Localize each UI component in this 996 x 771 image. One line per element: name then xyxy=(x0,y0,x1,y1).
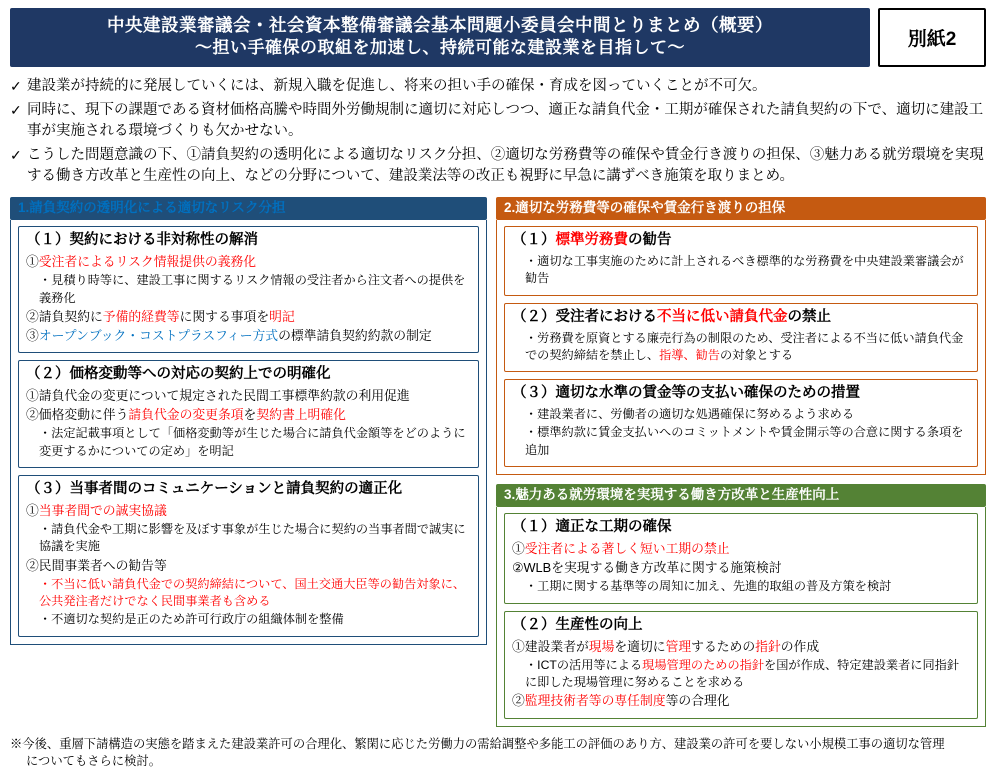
section-1-block-3 xyxy=(18,475,479,637)
lead-item xyxy=(10,145,986,187)
block-title xyxy=(512,518,970,537)
block-line xyxy=(512,638,970,656)
text-run: の勧告 xyxy=(628,232,672,249)
check-icon: ✓ xyxy=(10,77,22,94)
lead-item-text: 建設業が持続的に発展していくには、新規入職を促進し、将来の担い手の確保・育成を図っていくことが不可欠。 xyxy=(27,77,767,94)
block-line xyxy=(512,692,970,710)
block-line xyxy=(512,657,970,692)
text-run: 予備的経費等 xyxy=(102,308,180,324)
lead-bullets xyxy=(10,76,986,187)
text-run: ・法定記載事項として「価格変動等が生じた場合に請負代金額等をどのように変更するかについての定め」を明記 xyxy=(39,426,466,458)
text-run: （２）受注者における xyxy=(512,308,657,325)
block-lines xyxy=(512,253,970,288)
section-2-body xyxy=(496,220,986,475)
footer-line-2: についてもさらに検討。 xyxy=(26,754,162,769)
text-run: の作成 xyxy=(780,638,820,654)
header xyxy=(10,8,986,67)
block-line xyxy=(26,611,471,628)
text-run: を xyxy=(243,407,257,423)
text-run: 対象に、公共発注者だけでなく民間事業者も含める xyxy=(39,576,466,609)
section-1 xyxy=(10,197,487,727)
text-run: 著しく短い工期 xyxy=(601,541,692,557)
lead-item-text: こうした問題意識の下、①請負契約の透明化による適切なリスク分担、②適切な労務費等の確保や賃金行き渡りの担保、③魅力ある就労環境を実現する働き方改革と生産性の向上、などの分野について、建設業法等の改正も視野に早急に講ずべき施策を取りまとめ。 xyxy=(27,147,984,185)
text-run: ・工期に関する基準等の周知に加え、先進的取組の普及方策を検討 xyxy=(525,579,892,594)
section-2-block-1 xyxy=(504,226,978,296)
block-lines xyxy=(512,540,970,596)
text-run: 管理 xyxy=(665,638,692,654)
block-line xyxy=(26,576,471,611)
check-icon: ✓ xyxy=(10,147,22,164)
text-run: の禁止 xyxy=(787,308,831,325)
block-line xyxy=(512,540,970,558)
text-run: 当事者間での xyxy=(38,502,116,518)
text-run: ① xyxy=(512,541,525,557)
text-run: 現場管理のための指針 xyxy=(642,657,765,672)
text-run: 受注者による xyxy=(524,541,602,557)
text-run: ・標準約款に賃金支払いへのコミットメントや賃金開示等の合意に関する条項を追加 xyxy=(525,425,964,457)
right-column xyxy=(496,197,986,727)
block-line xyxy=(26,406,471,424)
section-2-block-3 xyxy=(504,379,978,467)
lead-item xyxy=(10,100,986,142)
text-run: ②WLBを実現する働き方改革に関する施策検討 xyxy=(512,560,782,576)
block-line xyxy=(512,578,970,595)
text-run: の標準請負契約約款の制定 xyxy=(278,328,432,344)
text-run: 監理技術者等の専任制度 xyxy=(524,693,666,709)
text-run: （２）生産性の向上 xyxy=(512,616,643,633)
text-run: 受注者による xyxy=(38,254,116,270)
block-line xyxy=(26,253,471,271)
title-bar xyxy=(10,8,870,67)
text-run: を国が作成、特定建設業者に同指針に即した現場管理に努めることを求める xyxy=(525,657,960,690)
section-1-header: 1.請負契約の透明化による適切なリスク分担 xyxy=(10,197,487,220)
text-run: ・請負代金や工期に影響を及ぼす事象が生じた場合に契約の当事者間で誠実に協議を実施 xyxy=(39,522,466,554)
section-1-block-2 xyxy=(18,360,479,468)
section-1-body xyxy=(10,220,487,645)
text-run: の対象とする xyxy=(720,347,794,362)
text-run: 標準労務費 xyxy=(555,232,628,249)
section-3 xyxy=(496,484,986,726)
text-run: ・ICTの活用等による xyxy=(525,657,643,672)
text-run: 等の合理化 xyxy=(665,693,730,709)
block-line xyxy=(26,272,471,307)
lead-item xyxy=(10,76,986,97)
footer-note xyxy=(10,736,986,771)
text-run: ・見積り時等に、建設工事に関するリスク情報の受注者から注文者への提供を義務化 xyxy=(39,273,466,305)
text-run: 指針 xyxy=(755,638,781,654)
block-line xyxy=(26,308,471,326)
text-run: ・不適切な契約是正のため許可行政庁の組織体制を整備 xyxy=(39,612,344,627)
block-lines xyxy=(26,502,471,629)
text-run: （１）適正な工期の確保 xyxy=(512,519,672,536)
block-line xyxy=(26,387,471,405)
section-2 xyxy=(496,197,986,475)
section-3-block-2 xyxy=(504,611,978,719)
block-lines xyxy=(512,330,970,365)
text-run: ① xyxy=(26,502,39,518)
section-3-header: 3.魅力ある就労環境を実現する働き方改革と生産性向上 xyxy=(496,484,986,507)
text-run: リスク情報提供の義務化 xyxy=(115,254,257,270)
text-run: するための xyxy=(691,638,756,654)
block-title: （１）契約における非対称性の解消 xyxy=(26,232,258,249)
block-line xyxy=(26,502,471,520)
block-title xyxy=(512,384,970,403)
text-run: ・不当に低い請負代金での契約締結について、国土交通大臣等の xyxy=(39,576,392,591)
text-run: 現場 xyxy=(588,638,615,654)
text-run: ②価格変動に伴う xyxy=(26,407,129,423)
block-lines xyxy=(26,253,471,345)
text-run: の禁止 xyxy=(691,541,730,557)
text-run: に関する事項を xyxy=(179,308,270,324)
section-2-block-2 xyxy=(504,303,978,373)
text-run: を適切に xyxy=(614,638,666,654)
block-lines xyxy=(26,387,471,460)
section-1-block-1 xyxy=(18,226,479,353)
block-lines xyxy=(512,406,970,459)
text-run: 明記 xyxy=(269,308,295,324)
block-line xyxy=(512,406,970,423)
block-line xyxy=(512,253,970,288)
block-line xyxy=(26,425,471,460)
page-title-line2: 〜担い手確保の取組を加速し、持続可能な建設業を目指して〜 xyxy=(195,37,685,57)
text-run: 勧告 xyxy=(391,576,417,591)
attachment-label: 別紙2 xyxy=(878,8,986,67)
sections-columns xyxy=(10,197,986,727)
block-line xyxy=(26,557,471,575)
section-3-body xyxy=(496,507,986,726)
text-run: ・労務費を原資とする廉売行為の制限のため、受注者による不当に低い請負代金での契約締結を禁止し、 xyxy=(525,330,964,362)
block-line xyxy=(512,424,970,459)
text-run: 指導、勧告 xyxy=(659,347,720,362)
text-run: ① xyxy=(26,254,39,270)
text-run: 請負代金の変更条項 xyxy=(128,407,244,423)
block-title: （２）価格変動等への対応の契約上での明確化 xyxy=(26,366,331,383)
section-2-header: 2.適切な労務費等の確保や賃金行き渡りの担保 xyxy=(496,197,986,220)
block-line xyxy=(512,559,970,577)
block-title xyxy=(512,308,970,327)
text-run: ・適切な工事実施のために計上されるべき標準的な労務費を中央建設業審議会が勧告 xyxy=(525,254,964,286)
text-run: ①建設業者が xyxy=(512,638,589,654)
block-line xyxy=(512,330,970,365)
text-run: （３）適切な水準の賃金等の支払い確保のための措置 xyxy=(512,385,860,402)
footer-line-1: ※今後、重層下請構造の実態を踏まえた建設業許可の合理化、繁閑に応じた労働力の需給調整や多能工の評価のあり方、建設業の許可を要しない小規模工事の適切な管理 xyxy=(10,736,945,751)
text-run: ③ xyxy=(26,328,39,344)
section-3-block-1 xyxy=(504,513,978,603)
text-run: 誠実協議 xyxy=(115,502,167,518)
text-run: ②請負契約に xyxy=(26,308,103,324)
text-run: ①請負代金の変更について規定された民間工事標準約款の利用促進 xyxy=(26,388,410,404)
page-title-line1: 中央建設業審議会・社会資本整備審議会基本問題小委員会中間とりまとめ（概要） xyxy=(107,15,773,35)
block-line xyxy=(26,521,471,556)
text-run: オープンブック・コストプラスフィー方式 xyxy=(38,328,279,344)
check-icon: ✓ xyxy=(10,101,22,118)
text-run: ② xyxy=(512,693,525,709)
block-title: （３）当事者間のコミュニケーションと請負契約の適正化 xyxy=(26,481,403,498)
text-run: 不当に低い請負代金 xyxy=(657,308,788,325)
lead-item-text: 同時に、現下の課題である資材価格高騰や時間外労働規制に適切に対応しつつ、適正な請負代金・工期が確保された請負契約の下で、適切に建設工事が実施される環境づくりも欠かせない。 xyxy=(27,101,984,139)
block-line xyxy=(26,327,471,345)
text-run: ②民間事業者への勧告等 xyxy=(26,557,167,573)
text-run: ・建設業者に、労働者の適切な処遇確保に努めるよう求める xyxy=(525,407,855,422)
text-run: （１） xyxy=(512,232,556,249)
block-title xyxy=(512,231,970,250)
text-run: 契約書上明確化 xyxy=(256,407,346,423)
block-title xyxy=(512,616,970,635)
